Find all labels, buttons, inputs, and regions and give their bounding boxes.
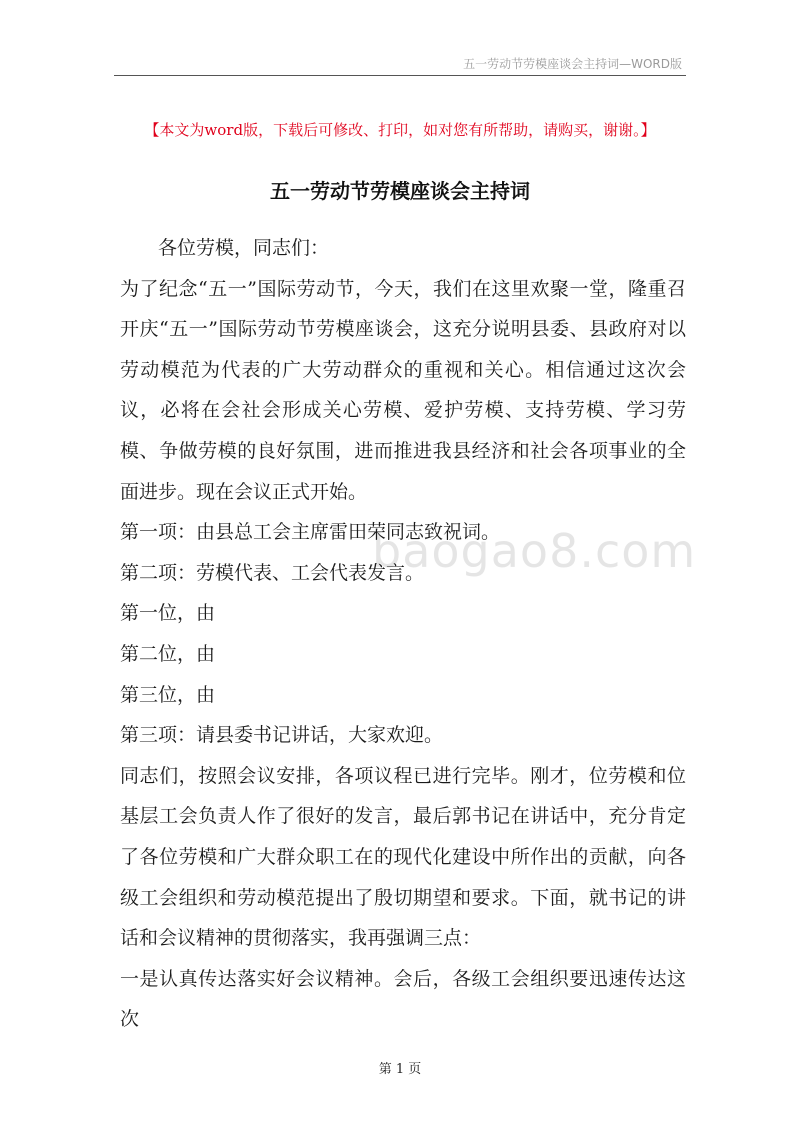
agenda-item-3: 第三项：请县委书记讲话，大家欢迎。	[120, 724, 444, 747]
speaker-1: 第一位，由	[120, 602, 216, 625]
watermark-text: baogao8.com	[372, 524, 697, 578]
document-body	[120, 228, 686, 1040]
paragraph-opening: 为了纪念“五一”国际劳动节，今天，我们在这里欢聚一堂，隆重召开庆“五一”国际劳动节劳模座谈会，这充分说明县委、县政府对以劳动模范为代表的广大劳动群众的重视和关心。相信通过这次会议，必将在会社会形成关心劳模、爱护劳模、支持劳模、学习劳模、争做劳模的良好氛围，进而推进我县经济和社会各项事业的全面进步。现在会议正式开始。	[120, 277, 686, 503]
document-title: 五一劳动节劳模座谈会主持词	[270, 179, 530, 203]
salutation: 各位劳模，同志们：	[158, 237, 330, 259]
speaker-3: 第三位，由	[120, 683, 216, 706]
running-header-title: 五一劳动节劳模座谈会主持词—WORD版	[463, 57, 682, 71]
purchase-notice: 【本文为word版，下载后可修改、打印，如对您有所帮助，请购买，谢谢。】	[144, 121, 656, 139]
speaker-2: 第二位，由	[120, 642, 216, 665]
paragraph-summary: 同志们，按照会议安排，各项议程已进行完毕。刚才，位劳模和位基层工会负责人作了很好的发言，最后郭书记在讲话中，充分肯定了各位劳模和广大群众职工在的现代化建设中所作出的贡献，向各级工会组织和劳动模范提出了殷切期望和要求。下面，就书记的讲话和会议精神的贯彻落实，我再强调三点：	[120, 764, 686, 950]
paragraph-point-1: 一是认真传达落实好会议精神。会后，各级工会组织要迅速传达这次	[120, 967, 686, 1031]
page-number: 第 1 页	[378, 1062, 422, 1077]
agenda-item-2: 第二项：劳模代表、工会代表发言。	[120, 561, 425, 584]
header-divider	[114, 75, 686, 76]
agenda-item-1: 第一项：由县总工会主席雷田荣同志致祝词。	[120, 521, 501, 544]
